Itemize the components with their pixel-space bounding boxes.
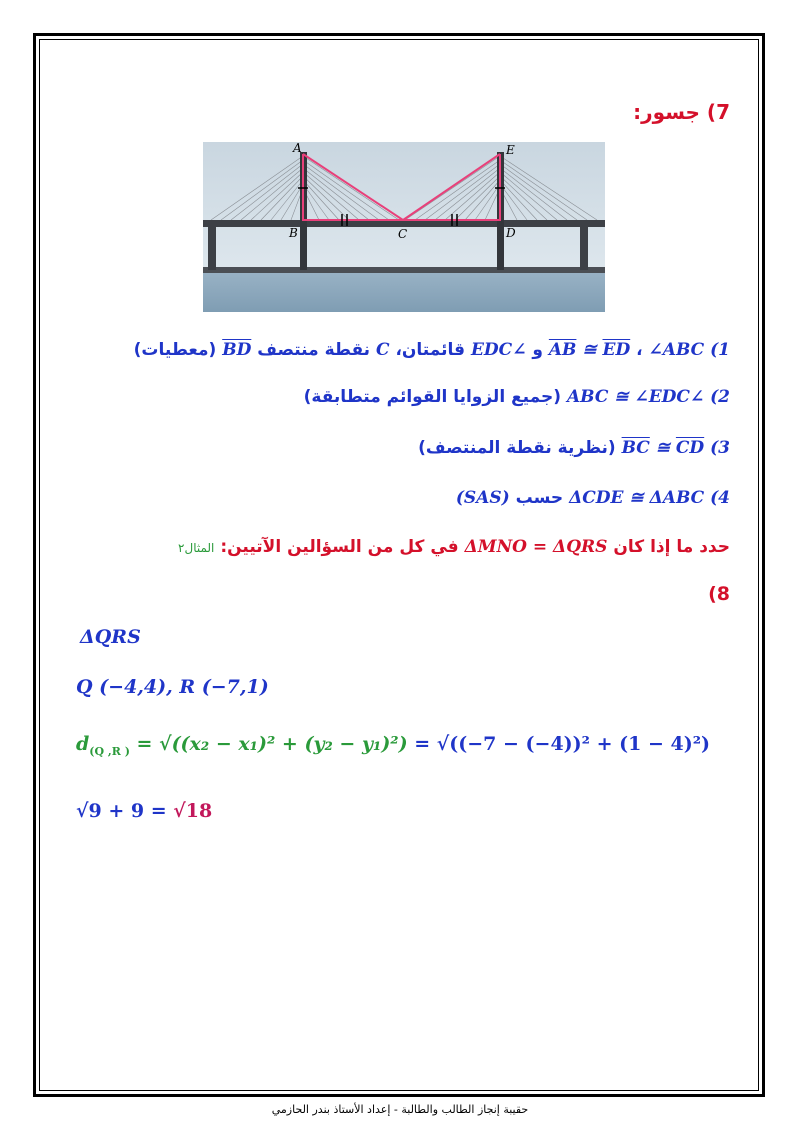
bridge-figure — [203, 142, 605, 312]
distance-subscript: (Q ,R ) — [89, 745, 130, 758]
points-q-r: Q (−4,4), R (−7,1) — [76, 676, 269, 698]
result-left: √9 + 9 — [76, 800, 145, 822]
distance-lhs: d — [76, 733, 90, 755]
distance-result — [76, 800, 212, 822]
triangle-qrs: ΔQRS — [80, 626, 141, 648]
question-line: حدد ما إذا كان ΔMNO = ΔQRS في كل من السؤالين الآتيين: المثال٢ — [178, 537, 730, 557]
distance-substitution: = √((−7 − (−4))² + (1 − 4)²) — [414, 733, 711, 755]
bridge-deck — [203, 220, 605, 227]
step-2: 2) ∠ABC ≅ ∠EDC (جميع الزوايا القوائم متطابقة) — [303, 387, 730, 407]
section-7-heading: 7) جسور: — [633, 100, 730, 124]
label-c: C — [398, 227, 408, 241]
step-1: 1) AB ≅ ED ، ∠ABC و ∠EDC قائمتان، C نقطة منتصف BD (معطيات) — [133, 340, 730, 360]
result-equals: = — [150, 800, 167, 822]
distance-formula — [76, 733, 710, 758]
pier-2 — [580, 227, 588, 270]
label-b: B — [289, 226, 298, 240]
label-a: A — [293, 142, 302, 155]
result-right: √18 — [173, 800, 213, 822]
step-4: 4) ΔCDE ≅ ΔABC حسب (SAS) — [455, 488, 730, 508]
step-3: 3) BC ≅ CD (نظرية نقطة المنتصف) — [418, 438, 730, 458]
far-shore — [203, 267, 605, 273]
pier-1 — [208, 227, 216, 270]
page-footer: حقيبة إنجاز الطالب والطالبة - إعداد الأستاذ بندر الحازمي — [271, 1103, 529, 1116]
distance-formula-general: = √((x₂ − x₁)² + (y₂ − y₁)²) — [136, 733, 408, 755]
label-d: D — [506, 226, 516, 240]
label-e: E — [506, 143, 515, 157]
section-8-heading: 8) — [708, 583, 730, 605]
water — [203, 270, 605, 312]
